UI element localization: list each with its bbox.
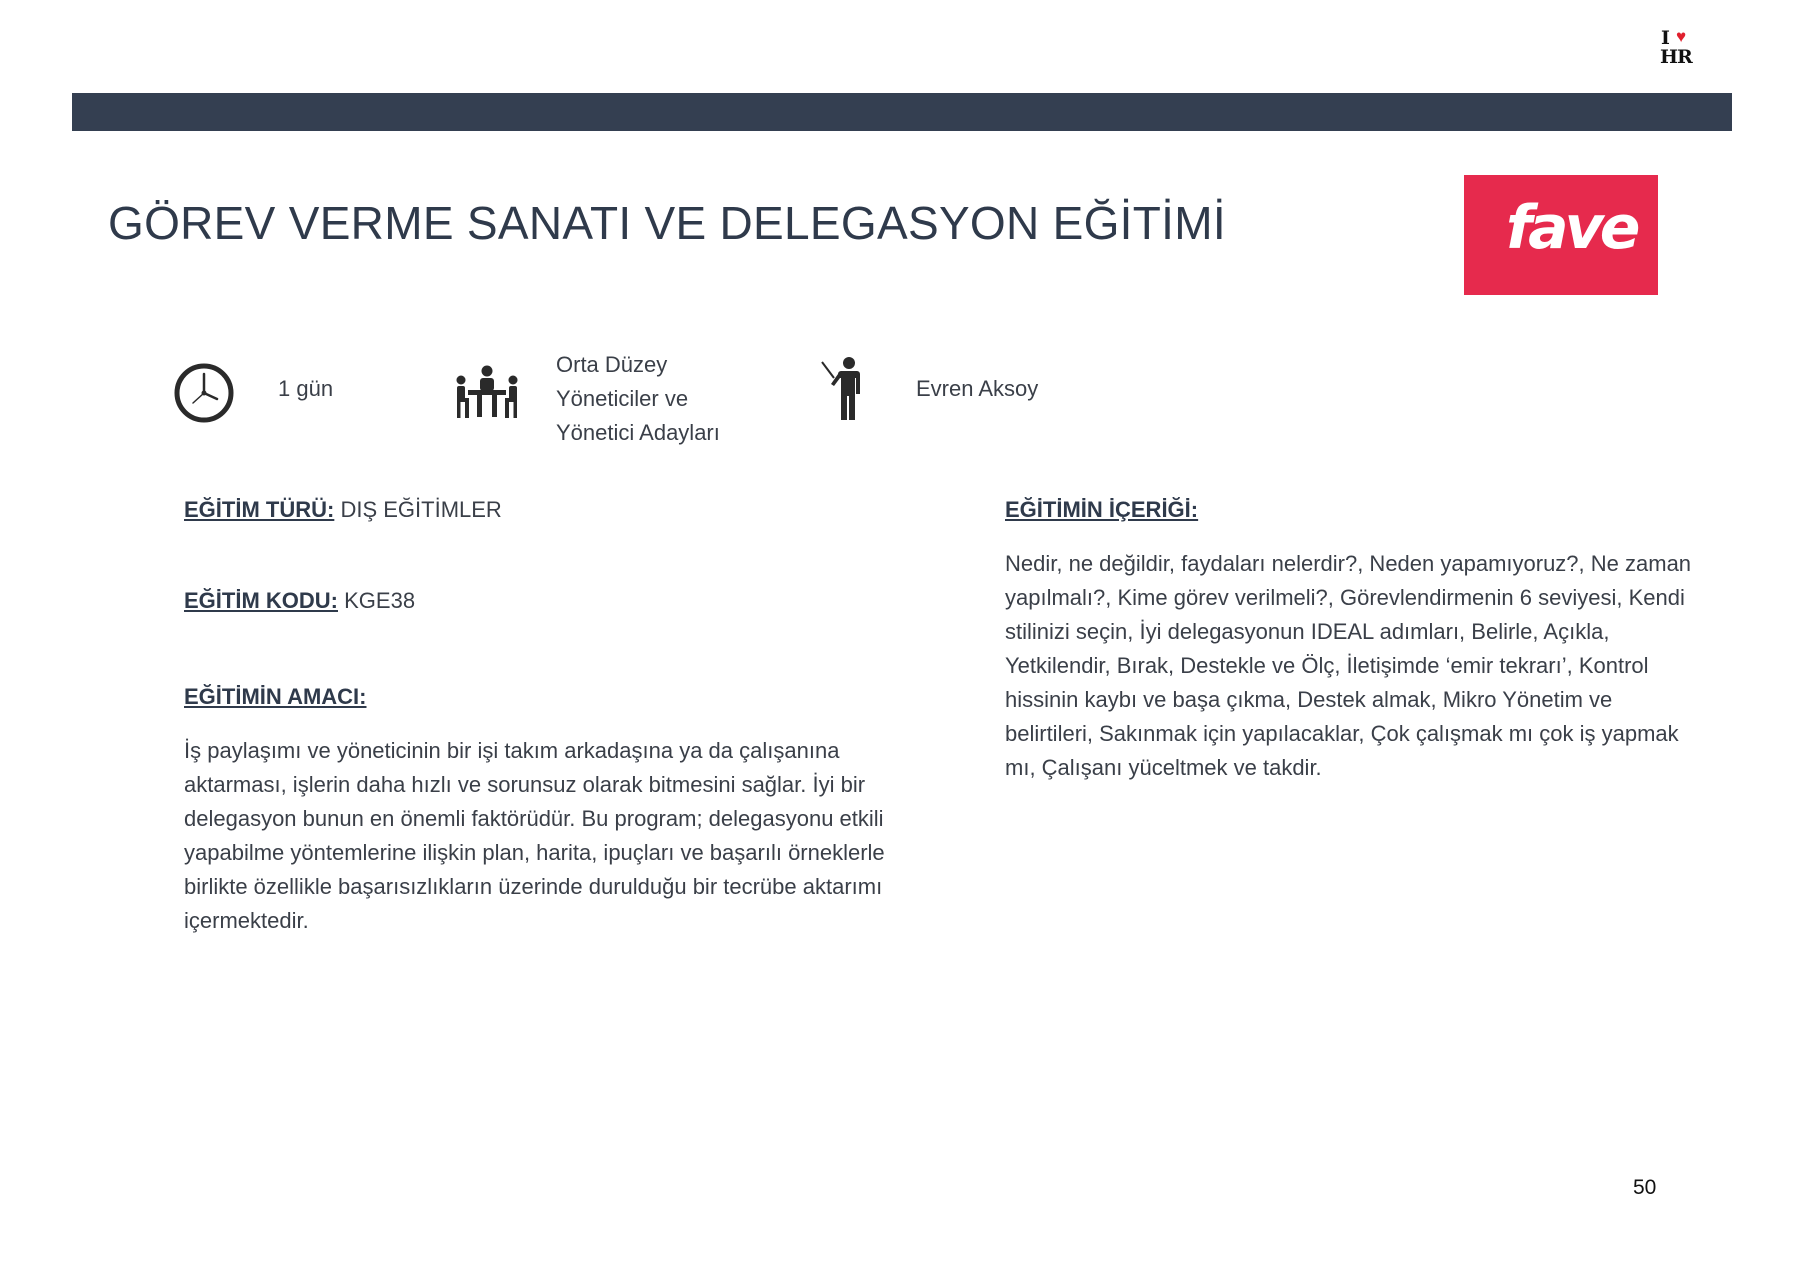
content-heading bbox=[1005, 497, 1198, 523]
training-type-label: EĞİTİM TÜRÜ: bbox=[184, 497, 335, 522]
purpose-text: İş paylaşımı ve yöneticinin bir işi takım arkadaşına ya da çalışanına aktarması, işlerin daha hızlı ve sorunsuz olarak bitmesini sağlar. İyi bir delegasyon bunun en önemli faktörüdür. Bu program; delegasyonu etkili yapabilme yöntemlerine ilişkin plan, harita, ipuçları ve başarılı örneklerle birlikte özellikle başarısızlıkların üzerinde durulduğu bir tecrübe aktarımı içermektedir. bbox=[184, 738, 885, 933]
ilovehr-logo bbox=[1655, 25, 1705, 75]
logo-letters-hr: HR bbox=[1660, 46, 1692, 68]
training-code-label: EĞİTİM KODU: bbox=[184, 588, 338, 613]
header-bar bbox=[72, 93, 1732, 131]
purpose-heading bbox=[184, 684, 367, 710]
heart-icon: ♥ bbox=[1676, 27, 1687, 46]
audience-line-2: Yöneticiler ve bbox=[556, 386, 689, 411]
content-label: EĞİTİMİN İÇERİĞİ: bbox=[1005, 497, 1199, 522]
training-code bbox=[184, 588, 415, 614]
purpose-label: EĞİTİMİN AMACI: bbox=[184, 684, 367, 709]
content-text: Nedir, ne değildir, faydaları nelerdir?, Neden yapamıyoruz?, Ne zaman yapılmalı?, Kime görev verilmeli?, Görevlendirmenin 6 seviyesi, Kendi stilinizi seçin, İyi delegasyonun IDEAL adımları, Belirle, Açıkla, Yetkilendir, Bırak, Destekle ve Ölç, İletişimde ‘emir tekrarı’, Kontrol hissinin kaybı ve başa çıkma, Destek almak, Mikro Yönetim ve belirtileri, Sakınmak için yapılacaklar, Çok çalışmak mı çok iş yapmak mı, Çalışanı yüceltmek ve takdir. bbox=[1005, 551, 1692, 780]
page-title: GÖREV VERME SANATI VE DELEGASYON EĞİTİMİ bbox=[108, 197, 1226, 249]
audience-text bbox=[556, 348, 776, 450]
trainer-text: Evren Aksoy bbox=[916, 376, 1039, 401]
duration-text: 1 gün bbox=[278, 376, 334, 401]
presenter-icon bbox=[820, 356, 870, 422]
meeting-icon bbox=[455, 362, 519, 426]
fave-logo-text: fave bbox=[1506, 193, 1637, 263]
fave-logo bbox=[1464, 175, 1658, 295]
audience-line-3: Yönetici Adayları bbox=[556, 420, 720, 445]
training-type-value: DIŞ EĞİTİMLER bbox=[340, 497, 502, 522]
training-type bbox=[184, 497, 502, 523]
training-code-value: KGE38 bbox=[344, 588, 416, 613]
audience-line-1: Orta Düzey bbox=[556, 352, 668, 377]
clock-icon bbox=[173, 362, 235, 424]
logo-letter-i: I bbox=[1661, 27, 1670, 49]
page-number: 50 bbox=[1633, 1176, 1657, 1199]
